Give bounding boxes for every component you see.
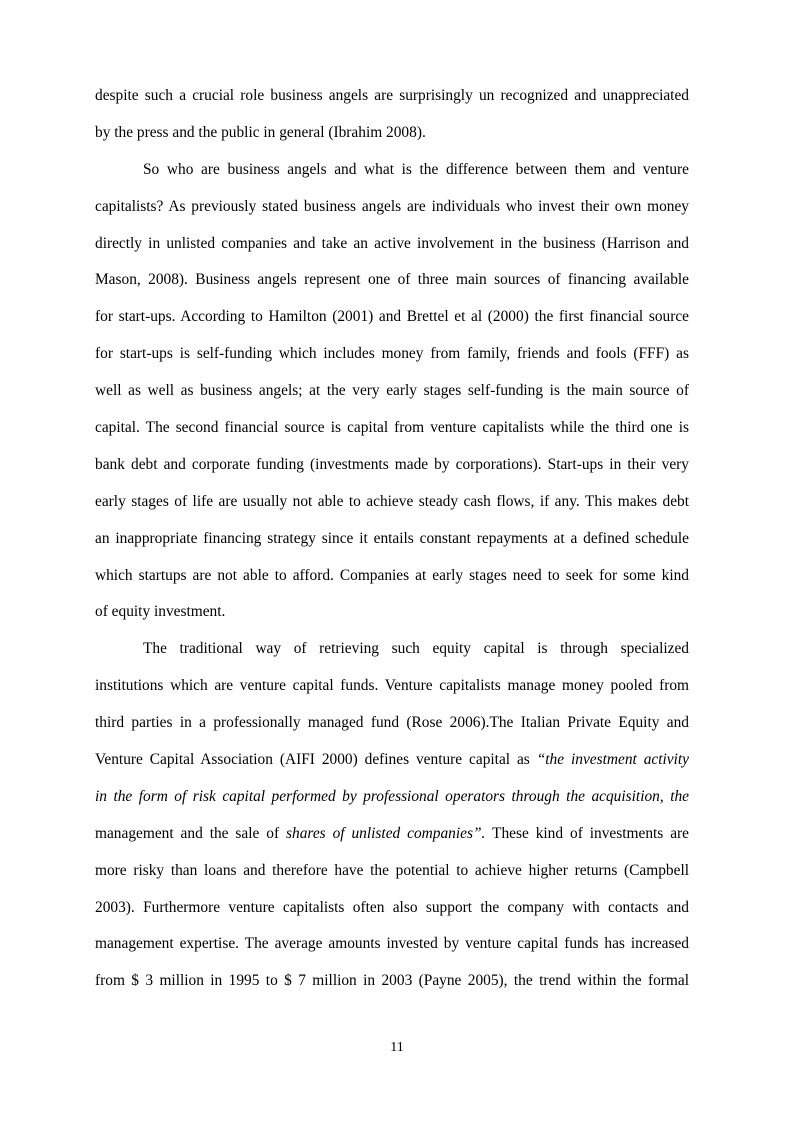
page-number: 11: [390, 1040, 404, 1055]
text-line: capital. The second financial source is capital from venture capitalists while the third one is: [95, 419, 689, 437]
text-line: more risky than loans and therefore have the potential to achieve higher returns (Campbell: [95, 861, 689, 879]
text-line: which startups are not able to afford. Companies at early stages need to seek for some kind: [95, 566, 689, 584]
text-line: 2003). Furthermore venture capitalists often also support the company with contacts and: [95, 898, 689, 916]
text-line: by the press and the public in general (Ibrahim 2008).: [95, 123, 426, 141]
text-line: third parties in a professionally managed fund (Rose 2006).The Italian Private Equity and: [95, 714, 689, 732]
text-segment: Venture Capital Association (AIFI 2000) defines venture capital as: [95, 751, 537, 769]
text-line: directly in unlisted companies and take an active involvement in the business (Harrison and: [95, 234, 689, 252]
quotation-text: in the form of risk capital performed by professional operators through the acquisition, the: [95, 787, 689, 805]
text-line: early stages of life are usually not able to achieve steady cash flows, if any. This makes debt: [95, 492, 689, 510]
quotation-text: shares of unlisted companies”.: [286, 824, 486, 842]
text-line: [95, 822, 689, 859]
text-line: from $ 3 million in 1995 to $ 7 million in 2003 (Payne 2005), the trend within the formal: [95, 972, 689, 990]
text-line: for start-ups. According to Hamilton (2001) and Brettel et al (2000) the first financial source: [95, 308, 689, 326]
text-line: for start-ups is self-funding which includes money from family, friends and fools (FFF) as: [95, 345, 689, 363]
text-segment: These kind of investments are: [485, 824, 689, 842]
text-line: well as well as business angels; at the very early stages self-funding is the main source of: [95, 382, 689, 400]
text-line: So who are business angels and what is the difference between them and venture: [143, 160, 689, 178]
text-line: [95, 748, 689, 785]
text-line: The traditional way of retrieving such equity capital is through specialized: [143, 640, 689, 658]
document-body: [95, 84, 689, 1006]
text-line: management expertise. The average amounts invested by venture capital funds has increased: [95, 935, 689, 953]
text-line: capitalists? As previously stated business angels are individuals who invest their own money: [95, 197, 689, 215]
quotation-text: “the investment activity: [536, 751, 689, 769]
text-line: institutions which are venture capital funds. Venture capitalists manage money pooled from: [95, 677, 689, 695]
text-line: bank debt and corporate funding (investments made by corporations). Start-ups in their very: [95, 455, 689, 473]
text-line: Mason, 2008). Business angels represent one of three main sources of financing available: [95, 271, 689, 289]
text-line: [95, 785, 689, 822]
text-line: despite such a crucial role business angels are surprisingly un recognized and unappreciated: [95, 87, 689, 104]
text-line: of equity investment.: [95, 603, 226, 621]
text-line: an inappropriate financing strategy since it entails constant repayments at a defined schedule: [95, 529, 689, 547]
text-segment: management and the sale of: [95, 824, 287, 842]
